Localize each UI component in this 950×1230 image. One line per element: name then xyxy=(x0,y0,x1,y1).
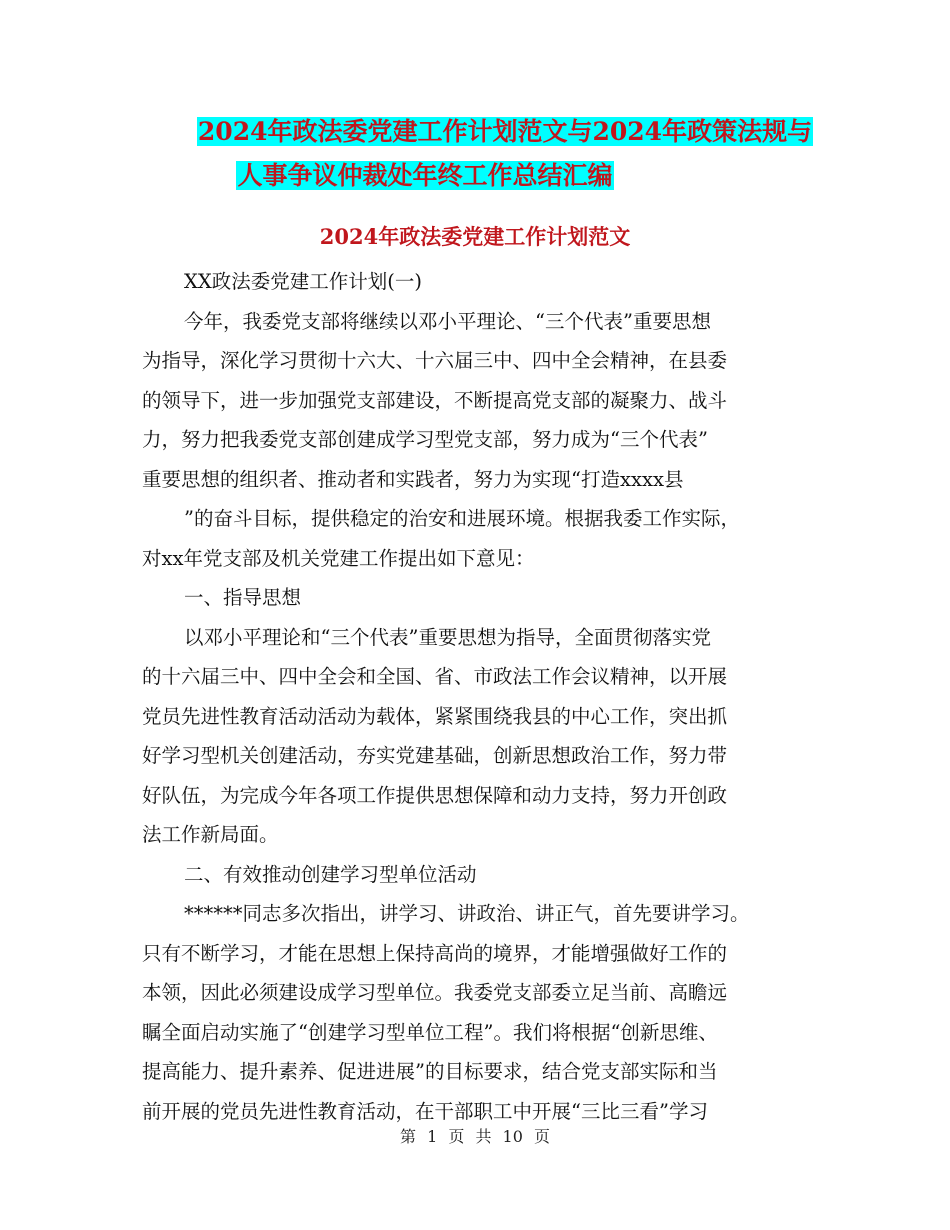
text-line: 本领，因此必须建设成学习型单位。我委党支部委立足当前、高瞻远 xyxy=(142,981,728,1004)
text-line: 只有不断学习，才能在思想上保持高尚的境界，才能增强做好工作的 xyxy=(142,941,728,965)
text-line: 以邓小平理论和“三个代表”重要思想为指导，全面贯彻落实党 xyxy=(184,625,711,649)
text-line: 提高能力、提升素养、促进进展”的目标要求，结合党支部实际和当 xyxy=(142,1060,718,1083)
document-title-line-2: 人事争议仲裁处年终工作总结汇编 xyxy=(237,161,613,190)
text-line: 的领导下，进一步加强党支部建设，不断提高党支部的凝聚力、战斗 xyxy=(142,388,728,412)
text-line: 的十六届三中、四中全会和全国、省、市政法工作会议精神，以开展 xyxy=(142,665,728,688)
text-line: 今年，我委党支部将继续以邓小平理论、“三个代表”重要思想 xyxy=(184,309,711,333)
text-line: 好队伍，为完成今年各项工作提供思想保障和动力支持，努力开创政 xyxy=(142,783,728,807)
text-line: 对xx年党支部及机关党建工作提出如下意见： xyxy=(142,546,535,570)
text-line: XX政法委党建工作计划(一) xyxy=(184,270,422,293)
text-line: 党员先进性教育活动活动为载体，紧紧围绕我县的中心工作，突出抓 xyxy=(142,704,728,728)
text-line: 前开展的党员先进性教育活动，在干部职工中开展“三比三看”学习 xyxy=(142,1099,708,1123)
text-line: ”的奋斗目标，提供稳定的治安和进展环境。根据我委工作实际， xyxy=(184,507,740,530)
text-line: 重要思想的组织者、推动者和实践者，努力为实现“打造xxxx县 xyxy=(142,467,684,491)
text-line: 法工作新局面。 xyxy=(142,823,279,846)
text-line: 一、指导思想 xyxy=(184,586,302,609)
text-line: 好学习型机关创建活动，夯实党建基础，创新思想政治工作，努力带 xyxy=(142,744,728,767)
document-title-line-1: 2024年政法委党建工作计划范文与2024年政策法规与 xyxy=(197,117,813,146)
text-line: 二、有效推动创建学习型单位活动 xyxy=(184,862,477,886)
section-title: 2024年政法委党建工作计划范文 xyxy=(319,224,631,249)
text-line: 瞩全面启动实施了“创建学习型单位工程”。我们将根据“创新思维、 xyxy=(142,1020,718,1044)
text-line: ******同志多次指出，讲学习、讲政治、讲正气，首先要讲学习。 xyxy=(184,902,750,925)
text-line: 为指导，深化学习贯彻十六大、十六届三中、四中全会精神，在县委 xyxy=(142,349,728,372)
text-line: 力，努力把我委党支部创建成学习型党支部，努力成为“三个代表” xyxy=(142,428,708,451)
page-number-footer: 第 1 页 共 10 页 xyxy=(400,1127,550,1146)
document-body xyxy=(142,262,812,1131)
